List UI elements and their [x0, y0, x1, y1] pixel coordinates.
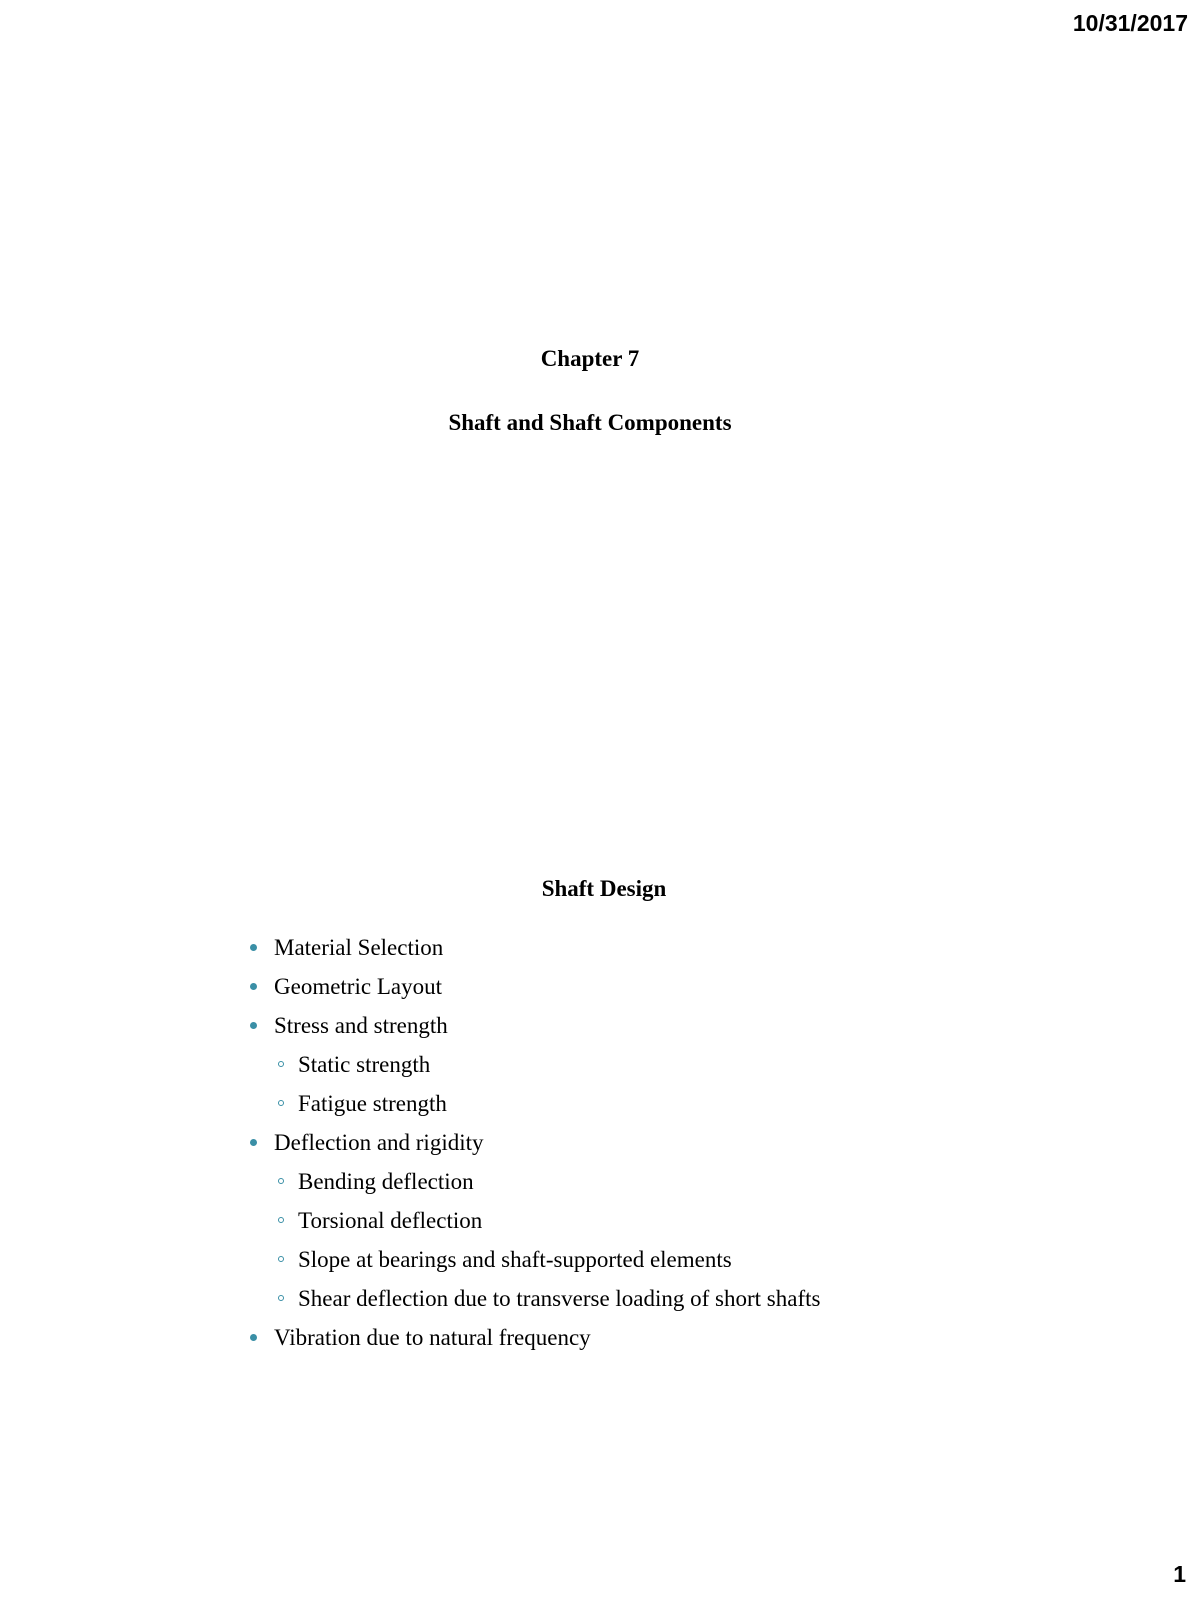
sub-list-item-text: Bending deflection	[298, 1169, 474, 1194]
bullet-list	[250, 928, 820, 1357]
hollow-circle-bullet-icon	[278, 1295, 284, 1301]
list-item	[250, 1006, 820, 1045]
sub-list-item-text: Shear deflection due to transverse loading of short shafts	[298, 1286, 821, 1311]
list-item	[250, 1318, 820, 1357]
sub-list-item-text: Fatigue strength	[298, 1091, 447, 1116]
slide-title: Shaft Design	[541, 876, 667, 901]
print-date: 10/31/2017	[1072, 10, 1188, 36]
list-item-text: Material Selection	[274, 935, 444, 960]
list-item-text: Geometric Layout	[274, 974, 442, 999]
filled-circle-bullet-icon	[250, 983, 257, 990]
filled-circle-bullet-icon	[250, 1139, 257, 1146]
list-item	[250, 1123, 820, 1162]
list-item	[250, 928, 820, 967]
sub-list-item	[250, 1240, 820, 1279]
chapter-subtitle: Shaft and Shaft Components	[448, 410, 732, 435]
filled-circle-bullet-icon	[250, 1022, 257, 1029]
sub-list-item	[250, 1201, 820, 1240]
sub-list-item-text: Torsional deflection	[298, 1208, 483, 1233]
sub-list-item	[250, 1279, 820, 1318]
list-item-text: Stress and strength	[274, 1013, 448, 1038]
list-item-text: Deflection and rigidity	[274, 1130, 484, 1155]
hollow-circle-bullet-icon	[278, 1217, 284, 1223]
list-item-text: Vibration due to natural frequency	[274, 1325, 591, 1350]
hollow-circle-bullet-icon	[278, 1061, 284, 1067]
sub-list-item	[250, 1045, 820, 1084]
hollow-circle-bullet-icon	[278, 1100, 284, 1106]
hollow-circle-bullet-icon	[278, 1256, 284, 1262]
filled-circle-bullet-icon	[250, 944, 257, 951]
page-number: 1	[1173, 1561, 1186, 1587]
list-item	[250, 967, 820, 1006]
chapter-title: Chapter 7	[540, 346, 640, 371]
sub-list-item-text: Static strength	[298, 1052, 431, 1077]
filled-circle-bullet-icon	[250, 1334, 257, 1341]
hollow-circle-bullet-icon	[278, 1178, 284, 1184]
sub-list-item-text: Slope at bearings and shaft-supported elements	[298, 1247, 732, 1272]
sub-list-item	[250, 1084, 820, 1123]
sub-list-item	[250, 1162, 820, 1201]
